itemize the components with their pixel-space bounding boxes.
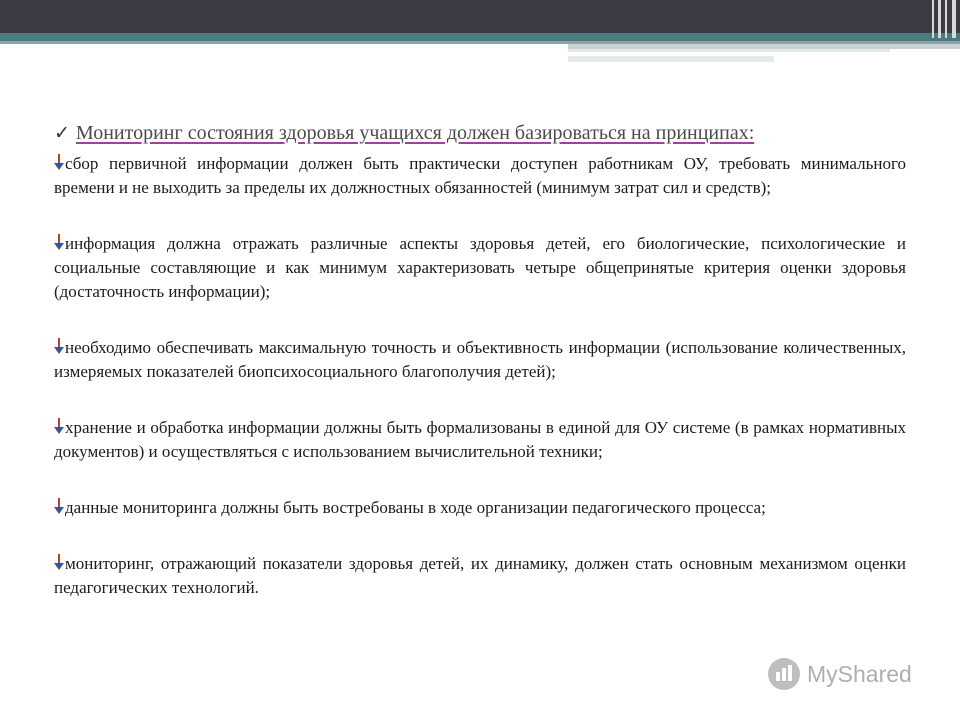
myshared-logo-icon <box>767 657 801 691</box>
top-banner <box>0 0 960 33</box>
list-item <box>54 232 906 304</box>
list-item <box>54 552 906 600</box>
list-item <box>54 336 906 384</box>
list-item-text: сбор первичной информации должен быть практически доступен работникам ОУ, требовать минимального времени и не выходить за пределы их должностных обязанностей (минимум затрат сил и средств); <box>54 154 906 197</box>
accent-stripe <box>0 33 960 41</box>
heading-text: Мониторинг состояния здоровья учащихся должен базироваться на принципах: <box>75 122 755 144</box>
bullet-arrow-icon <box>54 554 64 572</box>
watermark-text: MyShared <box>807 660 912 687</box>
bullet-arrow-icon <box>54 418 64 436</box>
decor-vertical-stripes <box>926 0 960 38</box>
checkmark-icon: ✓ <box>54 123 70 144</box>
decor-stripe-light <box>568 56 774 62</box>
principles-list <box>54 152 906 600</box>
watermark <box>767 654 927 694</box>
bullet-arrow-icon <box>54 154 64 172</box>
list-item-text: мониторинг, отражающий показатели здоровья детей, их динамику, должен стать основным механизмом оценки педагогических технологий. <box>54 554 906 597</box>
bullet-arrow-icon <box>54 234 64 252</box>
slide-heading <box>54 122 910 145</box>
bullet-arrow-icon <box>54 338 64 356</box>
list-item <box>54 152 906 200</box>
list-item-text: хранение и обработка информации должны быть формализованы в единой для ОУ системе (в рамках нормативных документов) и осуществляться с использованием вычислительной техники; <box>54 418 906 461</box>
bullet-arrow-icon <box>54 498 64 516</box>
list-item <box>54 416 906 464</box>
list-item-text: необходимо обеспечивать максимальную точность и объективность информации (использование количественных, измеряемых показателей биопсихосоциального благополучия детей); <box>54 338 906 381</box>
list-item-text: данные мониторинга должны быть востребованы в ходе организации педагогического процесса; <box>65 498 766 517</box>
decor-stripe-light <box>568 49 890 52</box>
list-item <box>54 496 906 520</box>
list-item-text: информация должна отражать различные аспекты здоровья детей, его биологические, психологические и социальные составляющие и как минимум характеризовать четыре общепринятые критерия оценки здоровья (достаточность информации); <box>54 234 906 301</box>
